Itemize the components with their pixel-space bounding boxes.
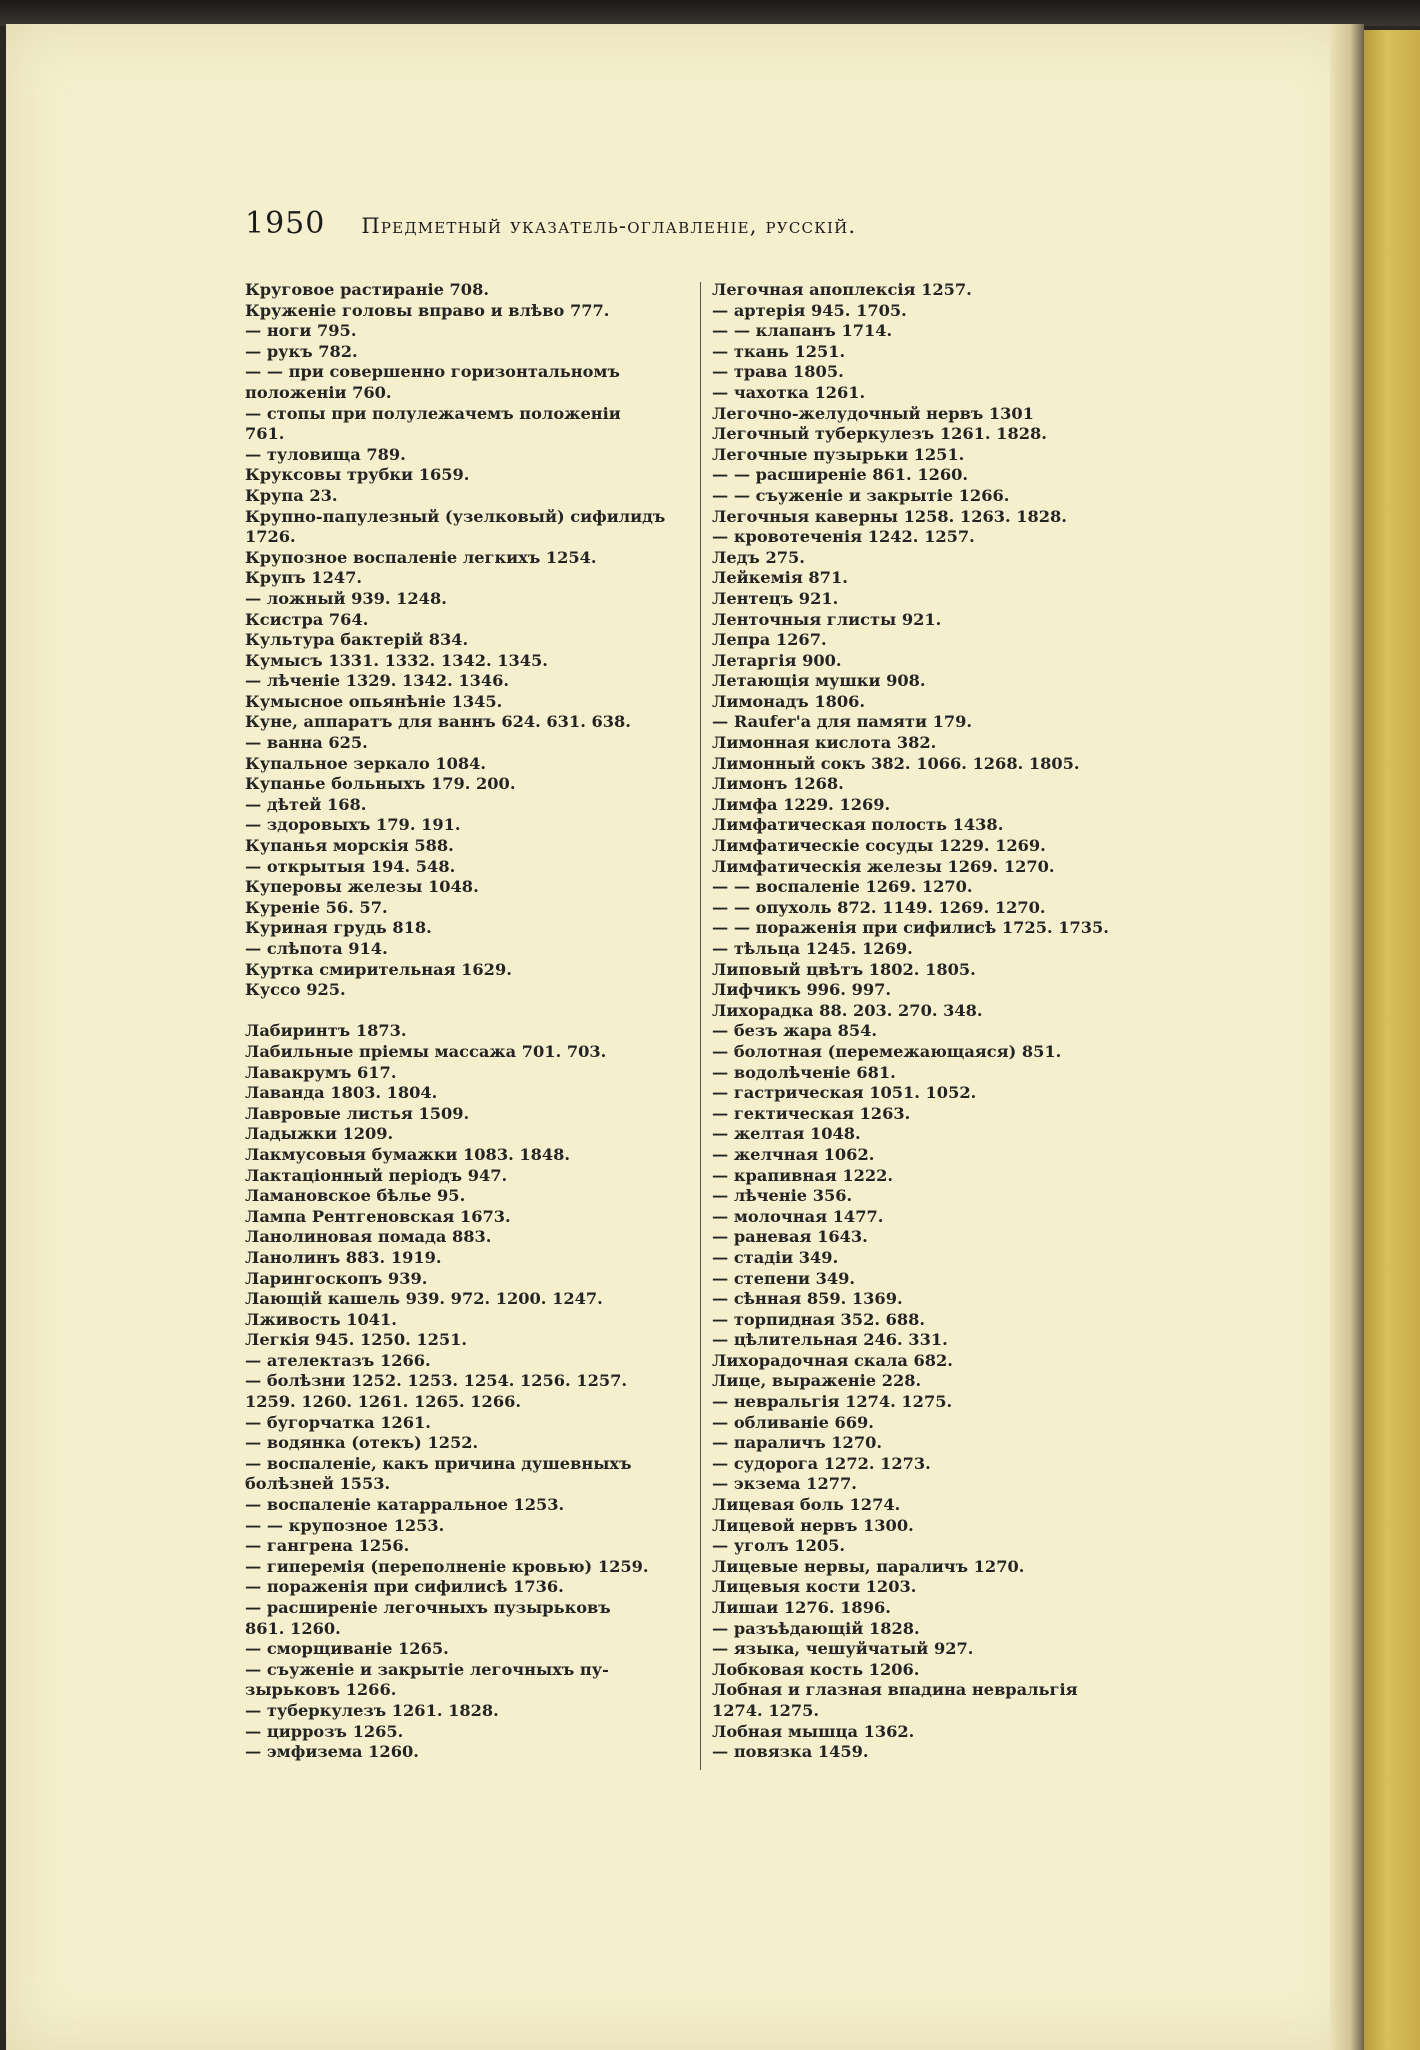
index-entry: — стадіи 349. (712, 1247, 839, 1267)
index-entry: Ларингоскопъ 939. (245, 1268, 428, 1288)
index-entry: Кумысное опьянѣніе 1345. (245, 691, 503, 711)
scan-top-edge (0, 0, 1420, 26)
index-entry: — степени 349. (712, 1268, 856, 1288)
index-entry: Круговое растираніе 708. (245, 280, 489, 299)
index-entry: Легочная апоплексія 1257. (712, 280, 972, 299)
index-entry: — Raufer'а для памяти 179. (712, 712, 973, 732)
index-entry: — тѣльца 1245. 1269. (712, 939, 913, 958)
index-entry: — болѣзни 1252. 1253. 1254. 1256. 1257. (245, 1371, 628, 1391)
index-entry: Лимонная кислота 382. (712, 733, 937, 753)
index-entry: Лифчикъ 996. 997. (712, 980, 892, 1000)
index-entry: Куреніе 56. 57. (245, 897, 388, 917)
index-entry: Лицевая боль 1274. (712, 1495, 901, 1515)
index-entry: — здоровыхъ 179. 191. (245, 815, 461, 835)
index-entry: Ламановское бѣлье 95. (245, 1186, 466, 1206)
index-entry: 1274. 1275. (712, 1700, 820, 1720)
index-entry: Лимонадъ 1806. (712, 691, 866, 711)
index-entry: — судорога 1272. 1273. (712, 1453, 931, 1473)
index-entry: — — съуженіе и закрытіе 1266. (712, 485, 1010, 505)
index-entry: Ланолиновая помада 883. (245, 1227, 492, 1247)
index-entry: — раневая 1643. (712, 1227, 868, 1247)
index-entry: — уголъ 1205. (712, 1536, 846, 1556)
index-entry: Крупа 23. (245, 485, 338, 505)
index-entry: — ателектазъ 1266. (245, 1350, 431, 1370)
index-entry: — повязка 1459. (712, 1742, 869, 1762)
index-entry: — пораженія при сифилисѣ 1736. (245, 1577, 564, 1597)
index-entry: — крапивная 1222. (712, 1165, 894, 1185)
index-entry: Куссо 925. (245, 980, 346, 1000)
index-entry: Лимфа 1229. 1269. (712, 794, 891, 814)
index-entry: Лейкемія 871. (712, 568, 848, 588)
index-entry: Лихорадочная скала 682. (712, 1350, 953, 1370)
index-entry: — дѣтей 168. (245, 794, 367, 814)
index-entry: Лице, выраженіе 228. (712, 1371, 922, 1391)
index-entry: Липовый цвѣтъ 1802. 1805. (712, 959, 976, 979)
index-entry: — ванна 625. (245, 733, 368, 753)
index-entry: Лавакрумъ 617. (245, 1062, 397, 1082)
index-entry: — эмфизема 1260. (245, 1742, 419, 1762)
index-entry: — параличъ 1270. (712, 1433, 882, 1453)
index-entry: — гастрическая 1051. 1052. (712, 1083, 977, 1103)
index-entry: — расширеніе легочныхъ пузырьковъ (245, 1598, 611, 1617)
index-entry: — — опухоль 872. 1149. 1269. 1270. (712, 897, 1046, 917)
index-entry: Лаванда 1803. 1804. (245, 1083, 438, 1103)
index-entry: Лишаи 1276. 1896. (712, 1598, 891, 1617)
index-entry: Легкія 945. 1250. 1251. (245, 1330, 468, 1350)
index-entry: Лимонъ 1268. (712, 774, 844, 794)
index-entry: Лакмусовыя бумажки 1083. 1848. (245, 1144, 571, 1164)
index-entry: Культура бактерій 834. (245, 630, 469, 650)
index-entry: — — крупозное 1253. (245, 1515, 445, 1535)
index-entry: — туберкулезъ 1261. 1828. (245, 1700, 499, 1720)
index-entry: Круксовы трубки 1659. (245, 465, 470, 485)
index-entry: Лобная и глазная впадина невральгія (712, 1680, 1078, 1700)
index-entry: Кумысъ 1331. 1332. 1342. 1345. (245, 650, 548, 670)
index-entry: — рукъ 782. (245, 341, 358, 361)
index-entry: Лактаціонный періодъ 947. (245, 1165, 508, 1185)
index-entry: — молочная 1477. (712, 1206, 884, 1226)
index-column-right (712, 280, 1172, 1763)
index-entry: — желчная 1062. (712, 1144, 875, 1164)
index-entry: — ткань 1251. (712, 341, 846, 361)
index-entry: — бугорчатка 1261. (245, 1412, 431, 1432)
index-entry: — воспаленіе, какъ причина душевныхъ (245, 1453, 632, 1473)
index-entry: 761. (245, 424, 285, 444)
index-entry: — кровотеченія 1242. 1257. (712, 527, 975, 547)
index-entry: — открытыя 194. 548. (245, 856, 456, 876)
index-entry: Лабильные пріемы массажа 701. 703. (245, 1041, 607, 1061)
index-entry: Легочные пузырьки 1251. (712, 444, 965, 464)
page-fold-shadow (1330, 24, 1364, 2050)
adjacent-page-edge (1364, 30, 1420, 2050)
index-entry: — съуженіе и закрытіе легочныхъ пу- (245, 1659, 609, 1679)
index-entry: Ледъ 275. (712, 547, 805, 567)
index-entry: — слѣпота 914. (245, 939, 388, 958)
index-entry: 1259. 1260. 1261. 1265. 1266. (245, 1392, 521, 1412)
index-entry: — циррозъ 1265. (245, 1721, 404, 1741)
index-entry: Куртка смирительная 1629. (245, 959, 512, 979)
index-entry: Лампа Рентгеновская 1673. (245, 1206, 511, 1226)
index-entry: — — воспаленіе 1269. 1270. (712, 877, 973, 897)
index-entry: Круженіе головы вправо и влѣво 777. (245, 300, 610, 320)
index-entry: — — клапанъ 1714. (712, 321, 893, 341)
index-entry: Купальное зеркало 1084. (245, 753, 487, 773)
index-entry: — языка, чешуйчатый 927. (712, 1639, 974, 1659)
index-entry: — желтая 1048. (712, 1124, 861, 1144)
index-entry: — водолѣченіе 681. (712, 1062, 896, 1082)
index-entry: — торпидная 352. 688. (712, 1309, 926, 1329)
index-entry: — болотная (перемежающаяся) 851. (712, 1041, 1062, 1061)
index-entry: Ксистра 764. (245, 609, 369, 629)
index-entry: — водянка (отекъ) 1252. (245, 1433, 479, 1453)
index-entry: Ленточныя глисты 921. (712, 609, 942, 629)
index-entry: Ланолинъ 883. 1919. (245, 1247, 442, 1267)
index-entry: Куперовы железы 1048. (245, 877, 479, 897)
index-entry: — трава 1805. (712, 362, 844, 382)
index-entry: Крупъ 1247. (245, 568, 362, 588)
index-entry: — разъѣдающій 1828. (712, 1618, 920, 1638)
index-entry: Лицевой нервъ 1300. (712, 1515, 914, 1535)
page-number: 1950 (245, 206, 326, 241)
index-entry: Лимфатическіе сосуды 1229. 1269. (712, 836, 1046, 856)
page-header (245, 206, 1045, 246)
section-gap (245, 1001, 690, 1022)
index-entry: Летающія мушки 908. (712, 671, 926, 691)
index-entry: — экзема 1277. (712, 1474, 857, 1494)
index-entry: — лѣченіе 356. (712, 1186, 853, 1206)
index-entry: Легочныя каверны 1258. 1263. 1828. (712, 506, 1067, 526)
index-entry: Крупозное воспаленіе легкихъ 1254. (245, 547, 597, 567)
index-entry: — гиперемія (переполненіе кровью) 1259. (245, 1556, 649, 1576)
running-title: Предметный указатель-оглавленіе, русскій. (361, 214, 857, 238)
index-entry: Лимонный сокъ 382. 1066. 1268. 1805. (712, 753, 1080, 773)
index-entry: Крупно-папулезный (узелковый) сифилидъ (245, 506, 666, 526)
index-entry: — гангрена 1256. (245, 1536, 410, 1556)
index-entry: Куне, аппаратъ для ваннъ 624. 631. 638. (245, 712, 631, 732)
index-entry: Лепра 1267. (712, 630, 827, 650)
index-entry: Купанья морскія 588. (245, 836, 454, 856)
index-entry: — ноги 795. (245, 321, 357, 341)
index-entry: — — при совершенно горизонтальномъ (245, 362, 620, 382)
index-entry: — воспаленіе катарральное 1253. (245, 1495, 565, 1515)
index-entry: Легочный туберкулезъ 1261. 1828. (712, 424, 1047, 444)
index-entry: — гектическая 1263. (712, 1103, 911, 1123)
index-entry: — чахотка 1261. (712, 382, 866, 402)
index-entry: Лимфатическія железы 1269. 1270. (712, 856, 1055, 876)
index-entry: Легочно-желудочный нервъ 1301 (712, 403, 1034, 423)
index-entry: Лживость 1041. (245, 1309, 397, 1329)
index-entry: Лимфатическая полость 1438. (712, 815, 1004, 835)
index-entry: — безъ жара 854. (712, 1021, 878, 1041)
index-entry: — обливаніе 669. (712, 1412, 874, 1432)
index-entry: 861. 1260. (245, 1618, 341, 1638)
index-entry: — туловища 789. (245, 444, 406, 464)
index-entry: Лавровые листья 1509. (245, 1103, 470, 1123)
index-entry: Лобная мышца 1362. (712, 1721, 915, 1741)
index-entry: — цѣлительная 246. 331. (712, 1330, 948, 1350)
index-entry: Куриная грудь 818. (245, 918, 432, 938)
index-entry: болѣзней 1553. (245, 1474, 391, 1494)
index-entry: Лихорадка 88. 203. 270. 348. (712, 1000, 983, 1020)
index-entry: зырьковъ 1266. (245, 1680, 397, 1700)
index-entry: — ложный 939. 1248. (245, 588, 447, 608)
index-entry: Лентецъ 921. (712, 588, 839, 608)
index-entry: Лобковая кость 1206. (712, 1659, 920, 1679)
column-divider (700, 282, 701, 1770)
index-entry: Лающій кашель 939. 972. 1200. 1247. (245, 1289, 603, 1309)
index-entry: Купанье больныхъ 179. 200. (245, 774, 516, 794)
index-entry: Летаргія 900. (712, 650, 842, 670)
index-entry: — сѣнная 859. 1369. (712, 1289, 903, 1309)
index-entry: — артерія 945. 1705. (712, 300, 907, 320)
index-entry: Лабиринтъ 1873. (245, 1021, 407, 1041)
index-entry: — сморщиваніе 1265. (245, 1639, 449, 1659)
index-entry: Лицевые нервы, параличъ 1270. (712, 1556, 1025, 1576)
index-column-left (245, 280, 690, 1763)
index-entry: Лицевыя кости 1203. (712, 1577, 917, 1597)
index-entry: 1726. (245, 527, 296, 547)
index-entry: — стопы при полулежачемъ положеніи (245, 403, 621, 423)
index-entry: — лѣченіе 1329. 1342. 1346. (245, 671, 510, 691)
index-entry: Ладыжки 1209. (245, 1124, 394, 1144)
index-entry: положеніи 760. (245, 382, 392, 402)
index-entry: — невральгія 1274. 1275. (712, 1392, 953, 1412)
index-entry: — — пораженія при сифилисѣ 1725. 1735. (712, 918, 1109, 938)
index-entry: — — расширеніе 861. 1260. (712, 465, 969, 485)
